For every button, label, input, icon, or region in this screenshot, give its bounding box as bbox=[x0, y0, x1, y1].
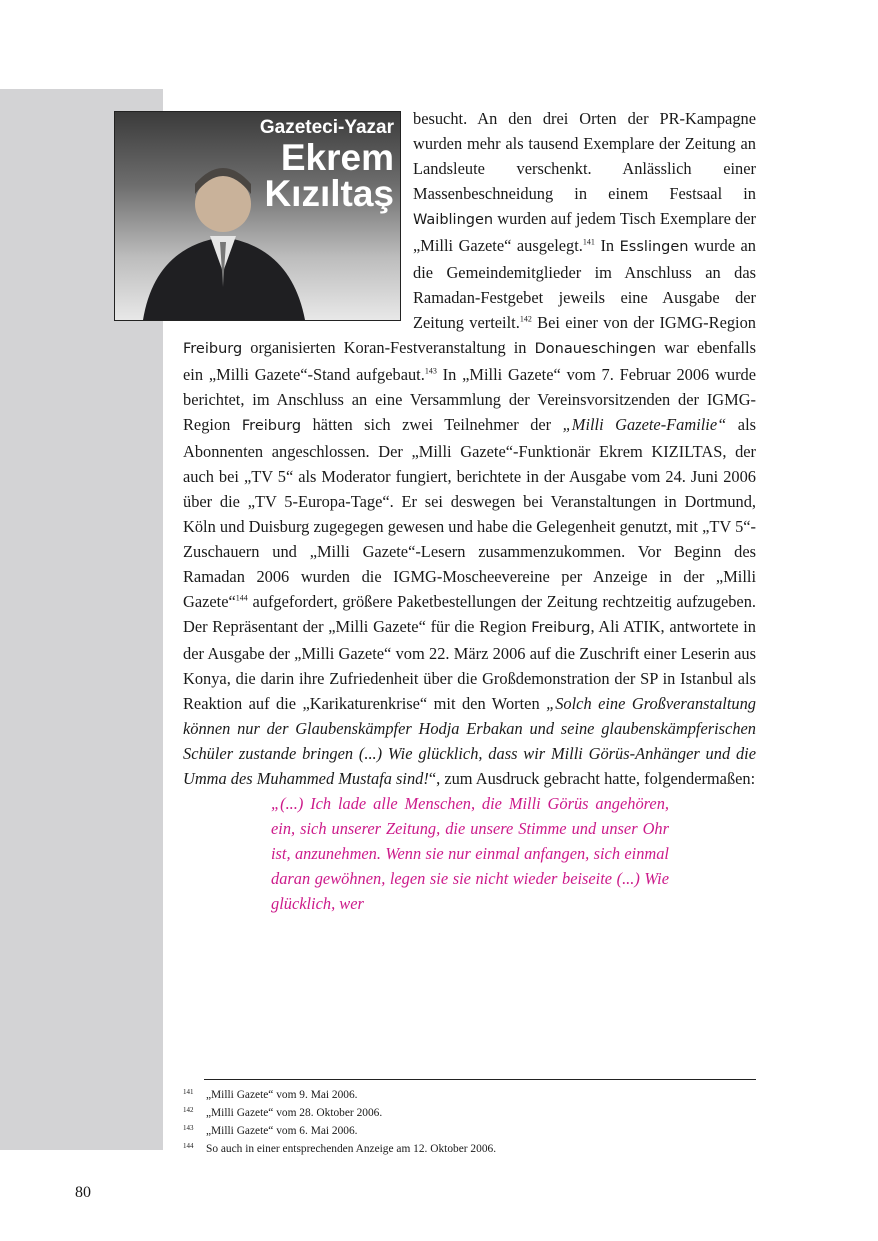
italic-milli-gazete-familie: „Milli Gazete-Familie“ bbox=[562, 415, 727, 434]
place-freiburg: Freiburg bbox=[183, 341, 243, 357]
text-segment: “, zum Ausdruck gebracht hatte, folgendermaßen: bbox=[428, 769, 756, 788]
italic-inline-quote: „Solch eine Großveranstaltung können nur der Glaubenskämpfer Hodja Erbakan und seine glaubenskämpferischen Schüler zustande bringen (...) Wie glücklich, dass wir Milli Görüs-Anhänger und die Umma des Muhammed Mustafa sind! bbox=[183, 694, 756, 788]
caption-title: Gazeteci-Yazar bbox=[259, 117, 394, 138]
footnote-number: 143 bbox=[183, 1124, 194, 1132]
text-segment: In „Milli Gazete“ vom 7. Februar 2006 wurde berichtet, im Anschluss an eine Versammlung der Vereinsvorsitzenden der IGMG-Region bbox=[183, 365, 757, 434]
footnote-divider bbox=[204, 1079, 756, 1080]
footnote-143 bbox=[183, 1122, 756, 1140]
text-segment: Bei einer von der IGMG-Region bbox=[531, 313, 756, 332]
figure-caption bbox=[260, 116, 394, 212]
page-number: 80 bbox=[75, 1184, 91, 1201]
text-segment: , Ali ATIK, antwortete in der Ausgabe der „Milli Gazete“ vom 22. März 2006 auf die Zuschrift einer Leserin aus Konya, die darin ihre Zufriedenheit über die Großdemonstration der SP in Istanbul als Reaktion auf die „Karikaturenkrise“ mit den Worten bbox=[183, 617, 756, 713]
text-segment: war ebenfalls ein „Milli Gazete“-Stand aufgebaut. bbox=[183, 338, 756, 384]
text-segment: wurde an die Gemeindemitglieder im Anschluss an das Ramadan-Festgebet jeweils eine Ausgabe der Zeitung verteilt. bbox=[413, 236, 756, 332]
footnote-141 bbox=[183, 1086, 756, 1104]
text-segment: In bbox=[594, 236, 620, 255]
footnote-142 bbox=[183, 1104, 756, 1122]
footnote-text: „Milli Gazete“ vom 28. Oktober 2006. bbox=[206, 1107, 383, 1119]
place-freiburg: Freiburg bbox=[241, 418, 302, 434]
caption-first-name: Ekrem bbox=[280, 137, 394, 178]
footnote-number: 142 bbox=[183, 1106, 194, 1114]
footnote-ref-142: 142 bbox=[519, 314, 532, 324]
text-segment: wurden auf jedem Tisch Exemplare der „Milli Gazete“ ausgelegt. bbox=[413, 209, 756, 255]
footnote-ref-141: 141 bbox=[582, 237, 595, 247]
footnote-ref-143: 143 bbox=[424, 366, 437, 376]
text-segment: hätten sich zwei Teilnehmer der bbox=[301, 415, 563, 434]
footnote-text: So auch in einer entsprechenden Anzeige am 12. Oktober 2006. bbox=[206, 1143, 497, 1155]
place-donaueschingen: Donaueschingen bbox=[534, 341, 657, 357]
text-segment: organisierten Koran-Festveranstaltung in bbox=[242, 338, 535, 357]
footnote-ref-144: 144 bbox=[235, 593, 248, 603]
footnotes bbox=[183, 1086, 756, 1158]
text-segment: aufgefordert, größere Paketbestellungen der Zeitung rechtzeitig aufzugeben. Der Repräsentant der „Milli Gazete“ für die Region bbox=[183, 592, 756, 636]
footnote-text: „Milli Gazete“ vom 6. Mai 2006. bbox=[206, 1125, 358, 1137]
place-waiblingen: Waiblingen bbox=[413, 212, 494, 228]
footnote-text: „Milli Gazete“ vom 9. Mai 2006. bbox=[206, 1089, 358, 1101]
place-esslingen: Esslingen bbox=[619, 239, 689, 255]
photo-ekrem-kiziltas bbox=[114, 111, 401, 321]
text-segment: als Abonnenten angeschlossen. Der „Milli Gazete“-Funktionär Ekrem KIZILTAS, der auch bei „TV 5“ als Moderator fungiert, berichtete in der Ausgabe vom 24. Juni 2006 über die „TV 5-Europa-Tage“. Er sei deswegen bei Veranstaltungen in Dortmund, Köln und Duisburg zugegegen gewesen und habe die Gelegenheit genutzt, mit „TV 5“-Zuschauern und „Milli Gazete“-Lesern zusammenzukommen. Vor Beginn des Ramadan 2006 wurden die IGMG-Moscheevereine per Anzeige in der „Milli Gazete“ bbox=[183, 415, 757, 611]
place-freiburg: Freiburg bbox=[531, 620, 591, 636]
text-segment: besucht. An den drei Orten der PR-Kampagne wurden mehr als tausend Exemplare der Zeitung an Landsleute verschenkt. Anlässlich einer Massenbeschneidung in einem Festsaal in bbox=[413, 109, 756, 203]
body-text bbox=[183, 106, 756, 916]
footnote-number: 141 bbox=[183, 1088, 194, 1096]
caption-last-name: Kızıltaş bbox=[264, 173, 394, 214]
block-quote: „(...) Ich lade alle Menschen, die Milli Görüs angehören, ein, sich unserer Zeitung, die unsere Stimme und unser Ohr ist, anzunehmen. Wenn sie nur einmal anfangen, sich einmal daran gewöhnen, legen sie sie nicht wieder beiseite (...) Wie glücklich, wer bbox=[271, 794, 669, 913]
footnote-number: 144 bbox=[183, 1142, 194, 1150]
footnote-144 bbox=[183, 1140, 756, 1158]
